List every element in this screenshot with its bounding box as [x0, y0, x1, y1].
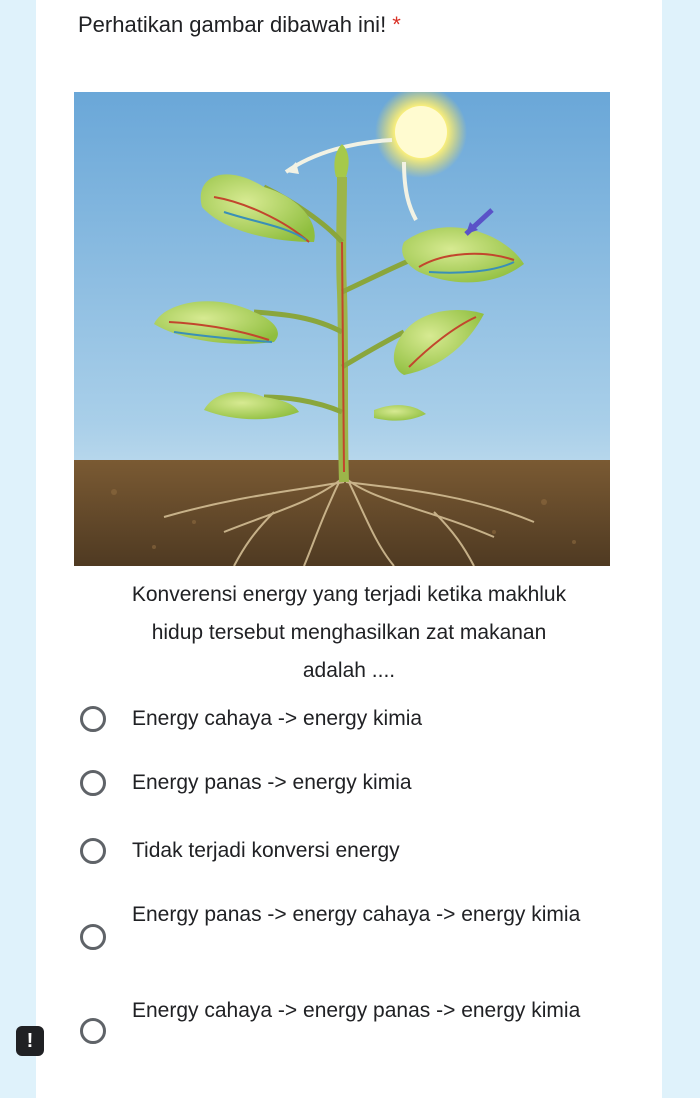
- option-label: Energy cahaya -> energy kimia: [132, 707, 423, 730]
- option-label: Energy panas -> energy kimia: [132, 771, 412, 794]
- question-caption: [80, 576, 618, 690]
- radio-button[interactable]: [80, 770, 106, 796]
- required-asterisk: *: [392, 12, 401, 37]
- question-title: [78, 12, 401, 38]
- question-title-text: Perhatikan gambar dibawah ini!: [78, 12, 387, 37]
- radio-button[interactable]: [80, 924, 106, 950]
- question-card: [36, 0, 662, 1098]
- radio-button[interactable]: [80, 706, 106, 732]
- option-label: Tidak terjadi konversi energy: [132, 839, 400, 862]
- alert-badge[interactable]: !: [16, 1026, 44, 1056]
- plant-illustration-graphic: [74, 92, 610, 566]
- caption-line: hidup tersebut menghasilkan zat makanan: [151, 621, 547, 644]
- option-label: Energy cahaya -> energy panas -> energy kimia: [132, 999, 581, 1022]
- radio-button[interactable]: [80, 838, 106, 864]
- option-label: Energy panas -> energy cahaya -> energy kimia: [132, 903, 581, 926]
- radio-button[interactable]: [80, 1018, 106, 1044]
- caption-line: adalah ....: [302, 659, 396, 682]
- plant-illustration: [74, 92, 610, 566]
- caption-line: Konverensi energy yang terjadi ketika makhluk: [131, 583, 567, 606]
